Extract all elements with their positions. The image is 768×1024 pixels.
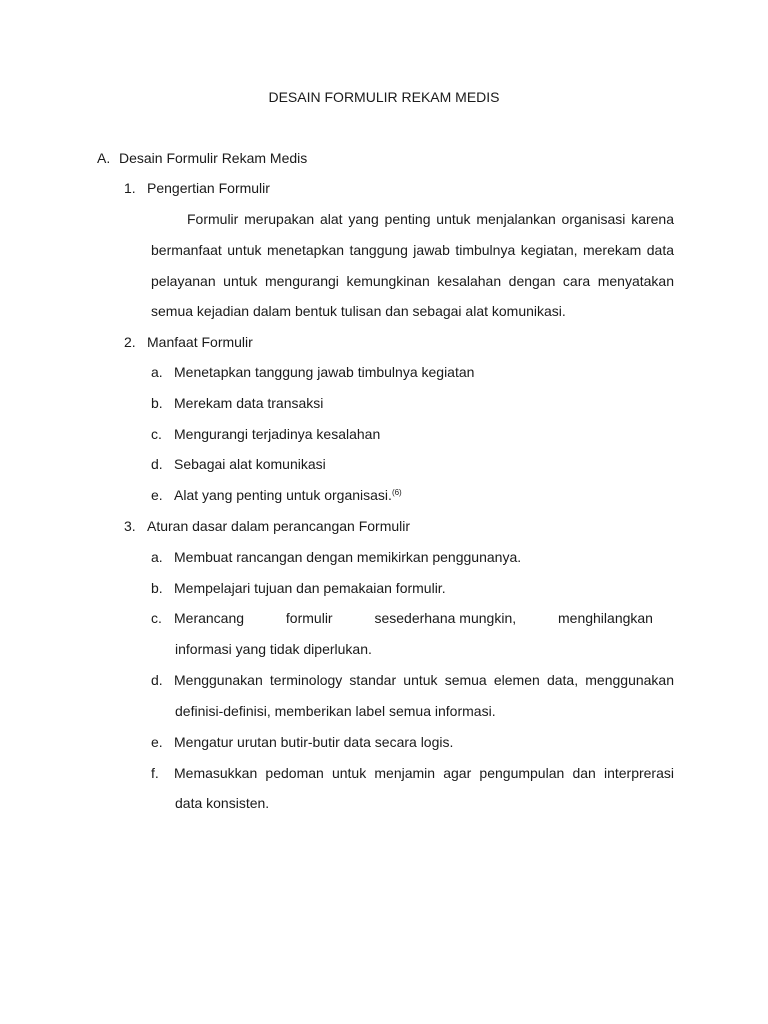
list-item-text (174, 609, 653, 627)
item-2-marker: 2. (124, 334, 136, 350)
word: formulir (285, 610, 333, 626)
list-item (151, 733, 453, 751)
list-item-marker: e. (151, 487, 163, 503)
page-title: DESAIN FORMULIR REKAM MEDIS (268, 89, 500, 105)
item-3-marker: 3. (124, 518, 136, 534)
item-3-text: Aturan dasar dalam perancangan Formulir (147, 518, 411, 534)
citation-superscript: (6) (391, 488, 402, 497)
list-item-text: Menetapkan tanggung jawab timbulnya kegiatan (174, 364, 475, 380)
list-item-marker: e. (151, 734, 163, 750)
list-item (151, 394, 323, 412)
list-item (151, 609, 653, 627)
item-1-paragraph-line-4: semua kejadian dalam bentuk tulisan dan sebagai alat komunikasi. (151, 303, 566, 319)
list-item (151, 548, 521, 566)
list-item-marker: d. (151, 456, 163, 472)
list-item-continuation: definisi-definisi, memberikan label semua informasi. (175, 703, 496, 719)
list-item-marker: c. (151, 426, 162, 442)
list-item-text: Memasukkan pedoman untuk menjamin agar pengumpulan dan interprerasi (174, 765, 674, 781)
list-item-continuation: informasi yang tidak diperlukan. (175, 641, 372, 657)
item-1-heading (124, 179, 270, 197)
list-item-marker: d. (151, 672, 163, 688)
list-item-text: Merekam data transaksi (174, 395, 324, 411)
item-1-paragraph-line-2: bermanfaat untuk menetapkan tanggung jawab timbulnya kegiatan, merekam data (151, 242, 674, 258)
word: Merancang (174, 610, 245, 626)
list-item-text: Membuat rancangan dengan memikirkan penggunanya. (174, 549, 522, 565)
list-item-marker: b. (151, 580, 163, 596)
para-line-text: Formulir merupakan alat yang penting untuk menjalankan organisasi karena (187, 211, 674, 227)
item-2-heading (124, 333, 253, 351)
section-a-marker: A. (97, 150, 111, 166)
list-item-marker: b. (151, 395, 163, 411)
list-item (151, 764, 674, 782)
list-item-text: Alat yang penting untuk organisasi. (174, 487, 392, 503)
list-item-marker: a. (151, 364, 163, 380)
list-item (151, 425, 380, 443)
section-a-heading (97, 149, 307, 167)
list-item-text: Mengatur urutan butir-butir data secara logis. (174, 734, 454, 750)
list-item-marker: a. (151, 549, 163, 565)
list-item (151, 455, 326, 473)
list-item-marker: c. (151, 610, 162, 626)
word: sesederhana mungkin, (374, 610, 517, 626)
list-item-text: Mempelajari tujuan dan pemakaian formulir. (174, 580, 446, 596)
item-2-text: Manfaat Formulir (147, 334, 253, 350)
item-1-text: Pengertian Formulir (147, 180, 270, 196)
item-1-marker: 1. (124, 180, 136, 196)
list-item-text: Mengurangi terjadinya kesalahan (174, 426, 381, 442)
list-item-continuation: data konsisten. (175, 795, 270, 811)
list-item-text: Menggunakan terminology standar untuk semua elemen data, menggunakan (174, 672, 674, 688)
section-a-text: Desain Formulir Rekam Medis (119, 150, 308, 166)
item-1-paragraph-line-3: pelayanan untuk mengurangi kemungkinan kesalahan dengan cara menyatakan (151, 273, 674, 289)
list-item (151, 579, 446, 597)
list-item (151, 671, 674, 689)
item-1-paragraph-line-1 (151, 210, 674, 228)
list-item-text: Sebagai alat komunikasi (174, 456, 326, 472)
list-item (151, 363, 474, 381)
list-item (151, 486, 402, 504)
list-item-marker: f. (151, 765, 159, 781)
word: menghilangkan (558, 610, 653, 626)
item-3-heading (124, 517, 410, 535)
